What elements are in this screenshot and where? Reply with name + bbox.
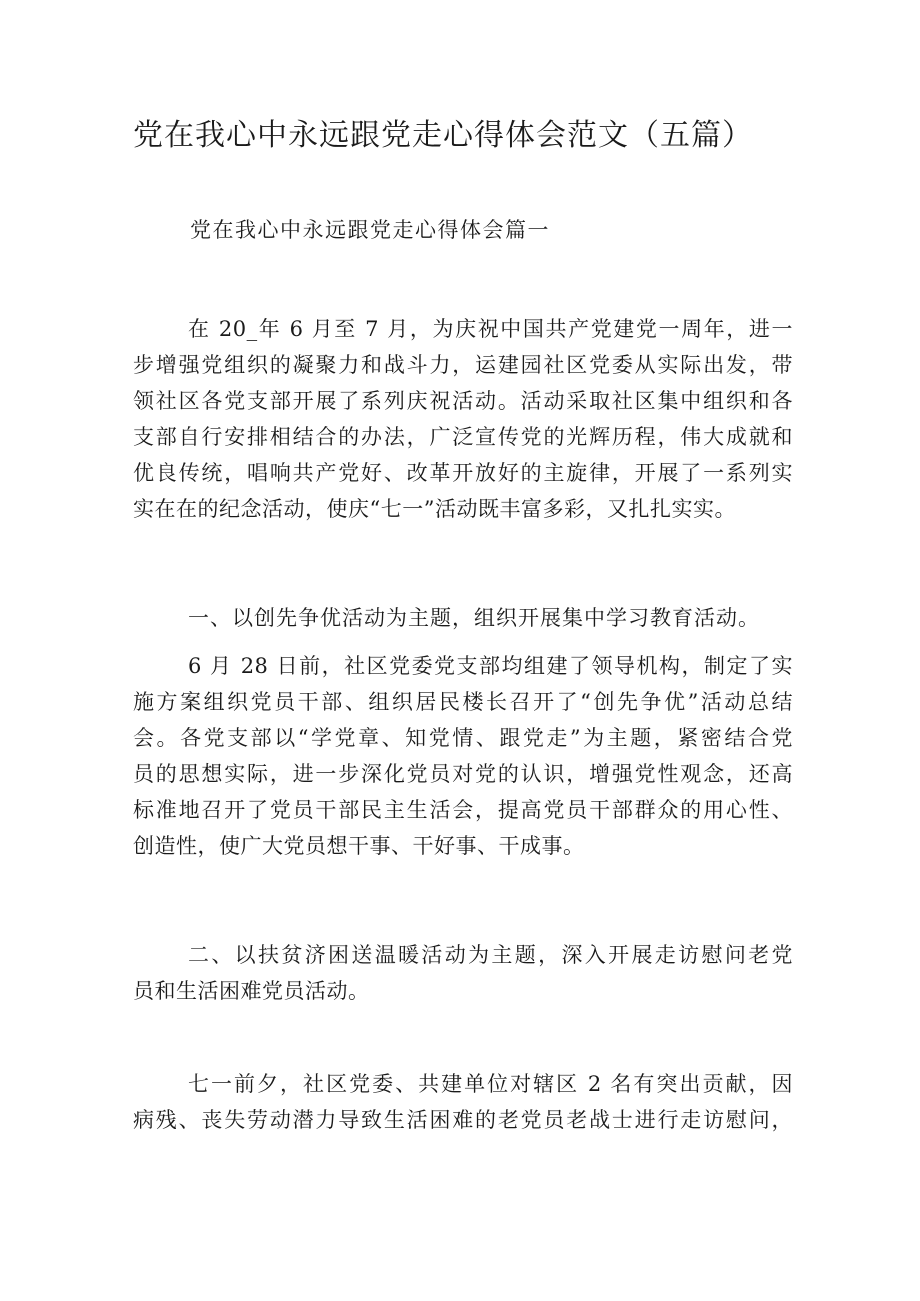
paragraph-line: 标准地召开了党员干部民主生活会，提高党员干部群众的用心性、 (133, 798, 793, 822)
paragraph-intro (133, 311, 793, 527)
paragraph-line: 步增强党组织的凝聚力和战斗力，运建园社区党委从实际出发，带 (133, 353, 793, 377)
paragraph-line: 施方案组织党员干部、组织居民楼长召开了“创先争优”活动总结 (133, 690, 793, 714)
paragraph-line: 创造性，使广大党员想干事、干好事、干成事。 (133, 834, 585, 858)
paragraph-line: 优良传统，唱响共产党好、改革开放好的主旋律，开展了一系列实 (133, 461, 793, 485)
paragraph-study (133, 648, 793, 864)
paragraph-line: 病残、丧失劳动潜力导致生活困难的老党员老战士进行走访慰问， (133, 1108, 793, 1132)
document-title: 党在我心中永远跟党走心得体会范文（五篇） (133, 118, 753, 153)
heading-line: 员和生活困难党员活动。 (133, 979, 370, 1003)
heading-line: 二、以扶贫济困送温暖活动为主题，深入开展走访慰问老党 (188, 943, 793, 967)
paragraph-line: 领社区各党支部开展了系列庆祝活动。活动采取社区集中组织和各 (133, 389, 793, 413)
paragraph-line: 6 月 28 日前，社区党委党支部均组建了领导机构，制定了实 (188, 654, 793, 678)
paragraph-line: 在 20_年 6 月至 7 月，为庆祝中国共产党建党一周年，进一 (188, 317, 793, 341)
paragraph-line: 七一前夕，社区党委、共建单位对辖区 2 名有突出贡献，因 (188, 1072, 793, 1096)
paragraph-line: 员的思想实际，进一步深化党员对党的认识，增强党性观念，还高 (133, 762, 793, 786)
section-heading-two (133, 937, 793, 1009)
section-heading-one (133, 600, 793, 636)
paragraph-line: 实在在的纪念活动，使庆“七一”活动既丰富多彩，又扎扎实实。 (133, 497, 736, 521)
paragraph-visit (133, 1066, 793, 1138)
heading-line: 一、以创先争优活动为主题，组织开展集中学习教育活动。 (188, 606, 760, 630)
paragraph-line: 支部自行安排相结合的办法，广泛宣传党的光辉历程，伟大成就和 (133, 425, 793, 449)
section-subtitle: 党在我心中永远跟党走心得体会篇一 (190, 218, 550, 242)
paragraph-line: 会。各党支部以“学党章、知党情、跟党走”为主题，紧密结合党 (133, 726, 793, 750)
